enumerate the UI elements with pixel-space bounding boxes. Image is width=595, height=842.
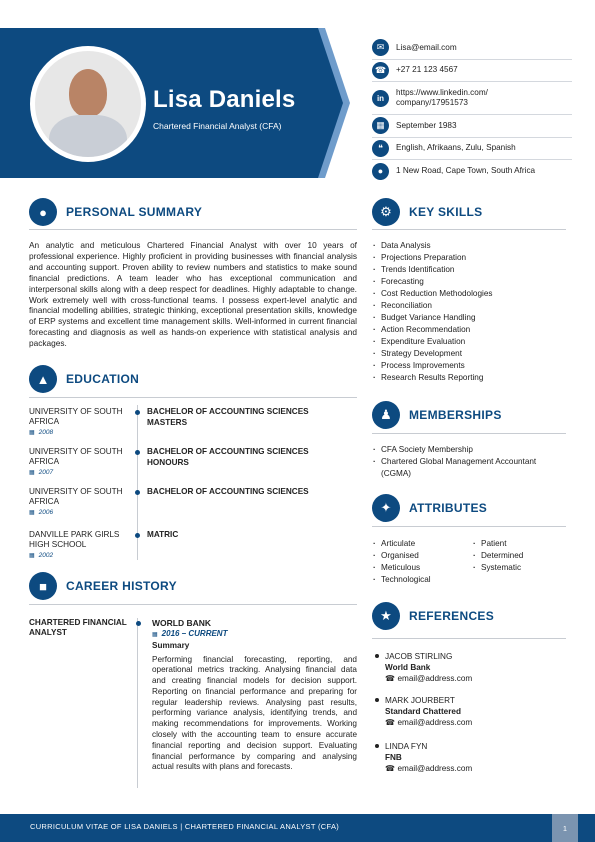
gears-icon: ⚙ [372, 198, 400, 226]
reference-email[interactable] [375, 717, 565, 729]
education-school-name: UNIVERSITY OF SOUTH AFRICA [29, 487, 123, 506]
timeline-dot [135, 490, 140, 495]
attribute-item: · Technological [372, 574, 472, 586]
skill-item: · Expenditure Evaluation [372, 336, 493, 348]
divider [372, 526, 566, 527]
education-school [29, 487, 129, 518]
skill-item: · Trends Identification [372, 264, 493, 276]
graduation-cap-icon: ▲ [29, 365, 57, 393]
skill-item: · Action Recommendation [372, 324, 493, 336]
career-heading [29, 572, 177, 600]
divider [29, 397, 357, 398]
skill-item: · Reconciliation [372, 300, 493, 312]
reference-email[interactable] [375, 763, 565, 775]
attribute-item: · Determined [472, 550, 562, 562]
contact-linkedin-text[interactable]: https://www.linkedin.com/ company/17951573 [396, 88, 488, 107]
skill-item: · Strategy Development [372, 348, 493, 360]
phone-icon: ☎ [385, 674, 398, 683]
contact-languages [372, 138, 572, 161]
phone-icon: ☎ [372, 62, 389, 79]
calendar-icon: ▦ [29, 470, 35, 476]
memberships-list [372, 444, 566, 480]
candidate-title: Chartered Financial Analyst (CFA) [153, 121, 282, 131]
contact-email-text[interactable]: Lisa@email.com [396, 42, 457, 52]
contact-birthdate-text: September 1983 [396, 120, 457, 130]
memberships-title: MEMBERSHIPS [409, 408, 502, 422]
education-degree: MATRIC [147, 530, 179, 539]
summary-title: PERSONAL SUMMARY [66, 205, 203, 219]
attributes-list [372, 538, 562, 586]
attributes-heading [372, 494, 487, 522]
contact-list [372, 37, 572, 183]
contact-address [372, 160, 572, 183]
footer-text: CURRICULUM VITAE OF LISA DANIELS | CHARTERED FINANCIAL ANALYST (CFA) [30, 822, 340, 831]
summary-text: An analytic and meticulous Chartered Financial Analyst with over 10 years of professional experience. Highly proficient in providing businesses with financial analysis and accounting support. Proven ability to review numbers and statistics to make sound financial predictions. A team leader who has exceptional communication and interpersonal skills along with a deep respect for deadlines. Highly adaptable to change. Work extremely well with cross-functional teams. I possess expert-level analytic and financial modelling abilities, strategic thinking, exceptional presentation skills, knowledge of ERP systems and excellent time management skills. Well-informed in current financial forecasting and diagnosis as well as hands-on experience with statistical analysis and packages. [29, 240, 357, 349]
education-year [29, 551, 129, 561]
reference-org: Standard Chattered [385, 707, 461, 716]
calendar-icon: ▦ [152, 631, 158, 638]
reference-org: FNB [385, 753, 402, 762]
skill-item: · Cost Reduction Methodologies [372, 288, 493, 300]
education-degree: BACHELOR OF ACCOUNTING SCIENCES [147, 487, 309, 496]
career-title: CAREER HISTORY [66, 579, 177, 593]
education-school-name: DANVILLE PARK GIRLS HIGH SCHOOL [29, 530, 120, 549]
thumbs-up-icon: ★ [372, 602, 400, 630]
candidate-name: Lisa Daniels [153, 86, 296, 113]
phone-icon: ☎ [385, 764, 398, 773]
reference-item [375, 741, 565, 775]
reference-name: MARK JOURBERT [375, 695, 565, 706]
references-title: REFERENCES [409, 609, 495, 623]
person-icon: ● [29, 198, 57, 226]
linkedin-icon: in [372, 90, 389, 107]
contact-birthdate [372, 115, 572, 138]
attribute-item: · Articulate [372, 538, 472, 550]
summary-heading [29, 198, 202, 226]
education-school-name: UNIVERSITY OF SOUTH AFRICA [29, 447, 123, 466]
contact-phone [372, 60, 572, 83]
divider [372, 433, 566, 434]
education-year-text: 2008 [38, 429, 54, 436]
memberships-heading [372, 401, 502, 429]
attribute-item: · Patient [472, 538, 562, 550]
career-period [152, 629, 357, 640]
contact-languages-text: English, Afrikaans, Zulu, Spanish [396, 143, 516, 153]
education-year-text: 2006 [38, 509, 54, 516]
skill-item: · Forecasting [372, 276, 493, 288]
skill-item: · Projections Preparation [372, 252, 493, 264]
education-year-text: 2007 [38, 469, 54, 476]
membership-item: · CFA Society Membership [372, 444, 566, 456]
profile-photo [35, 51, 141, 157]
page-number: 1 [552, 814, 578, 842]
education-school [29, 530, 129, 561]
skill-item: · Process Improvements [372, 360, 493, 372]
education-school [29, 447, 129, 478]
education-year [29, 508, 129, 518]
location-pin-icon: ● [372, 163, 389, 180]
contact-address-text: 1 New Road, Cape Town, South Africa [396, 166, 536, 176]
calendar-icon: ▦ [29, 553, 35, 559]
education-school-name: UNIVERSITY OF SOUTH AFRICA [29, 407, 123, 426]
lightbulb-icon: ✦ [372, 494, 400, 522]
reference-item [375, 651, 565, 685]
contact-email [372, 37, 572, 60]
membership-item: · Chartered Global Management Accountant (CGMA) [372, 456, 566, 480]
education-degree: BACHELOR OF ACCOUNTING SCIENCES HONOURS [147, 447, 309, 467]
timeline-dot [135, 533, 140, 538]
attributes-title: ATTRIBUTES [409, 501, 488, 515]
skills-title: KEY SKILLS [409, 205, 483, 219]
skill-item: · Data Analysis [372, 240, 493, 252]
contact-phone-text[interactable]: +27 21 123 4567 [396, 65, 458, 75]
career-employer: WORLD BANK [152, 618, 212, 628]
timeline-line [137, 618, 138, 788]
reference-email-text[interactable]: email@address.com [397, 718, 473, 727]
divider [372, 229, 566, 230]
career-role: CHARTERED FINANCIAL ANALYST [29, 618, 127, 637]
reference-org: World Bank [385, 663, 431, 672]
phone-icon: ☎ [385, 718, 398, 727]
education-year [29, 428, 129, 438]
career-period-text: 2016 – CURRENT [161, 628, 228, 638]
divider [29, 229, 357, 230]
speech-icon: ❝ [372, 140, 389, 157]
skills-heading [372, 198, 482, 226]
divider [29, 604, 357, 605]
skill-item: · Research Results Reporting [372, 372, 493, 384]
calendar-icon: ▦ [372, 117, 389, 134]
reference-email-text[interactable]: email@address.com [397, 674, 473, 683]
education-degree: BACHELOR OF ACCOUNTING SCIENCES MASTERS [147, 407, 309, 427]
skills-list [372, 240, 493, 384]
calendar-icon: ▦ [29, 510, 35, 516]
timeline-dot [135, 410, 140, 415]
attribute-item: · Organised [372, 550, 472, 562]
contact-linkedin [372, 82, 572, 115]
reference-name: LINDA FYN [375, 741, 565, 752]
career-details [152, 618, 357, 773]
attribute-item: · Systematic [472, 562, 562, 574]
attribute-item: · Meticulous [372, 562, 472, 574]
career-summary-text: Performing financial forecasting, reporting, and operational metrics tracking. Analysing financial data and creating financial models for decision support. Reporting on financial performance and preparing for regular leadership reviews. Analysing past results, performing variance analysis, identifying trends, and making recommendations for improvements. Working closely with the accounting team to ensure accurate financial reporting and decision support. Evaluating financial performance by comparing and analysing actual results with plans and forecasts. [152, 654, 357, 772]
divider [372, 638, 566, 639]
education-year-text: 2002 [38, 552, 54, 559]
education-title: EDUCATION [66, 372, 140, 386]
references-heading [372, 602, 494, 630]
education-heading [29, 365, 139, 393]
group-icon: ♟ [372, 401, 400, 429]
education-year [29, 468, 129, 478]
reference-item [375, 695, 565, 729]
career-summary-label: Summary [152, 640, 190, 650]
reference-email-text[interactable]: email@address.com [397, 764, 473, 773]
reference-email[interactable] [375, 673, 565, 685]
mail-icon: ✉ [372, 39, 389, 56]
timeline-dot [136, 621, 141, 626]
profile-photo-frame [30, 46, 146, 162]
calendar-icon: ▦ [29, 430, 35, 436]
briefcase-icon: ■ [29, 572, 57, 600]
reference-name: JACOB STIRLING [375, 651, 565, 662]
skill-item: · Budget Variance Handling [372, 312, 493, 324]
education-school [29, 407, 129, 438]
timeline-dot [135, 450, 140, 455]
